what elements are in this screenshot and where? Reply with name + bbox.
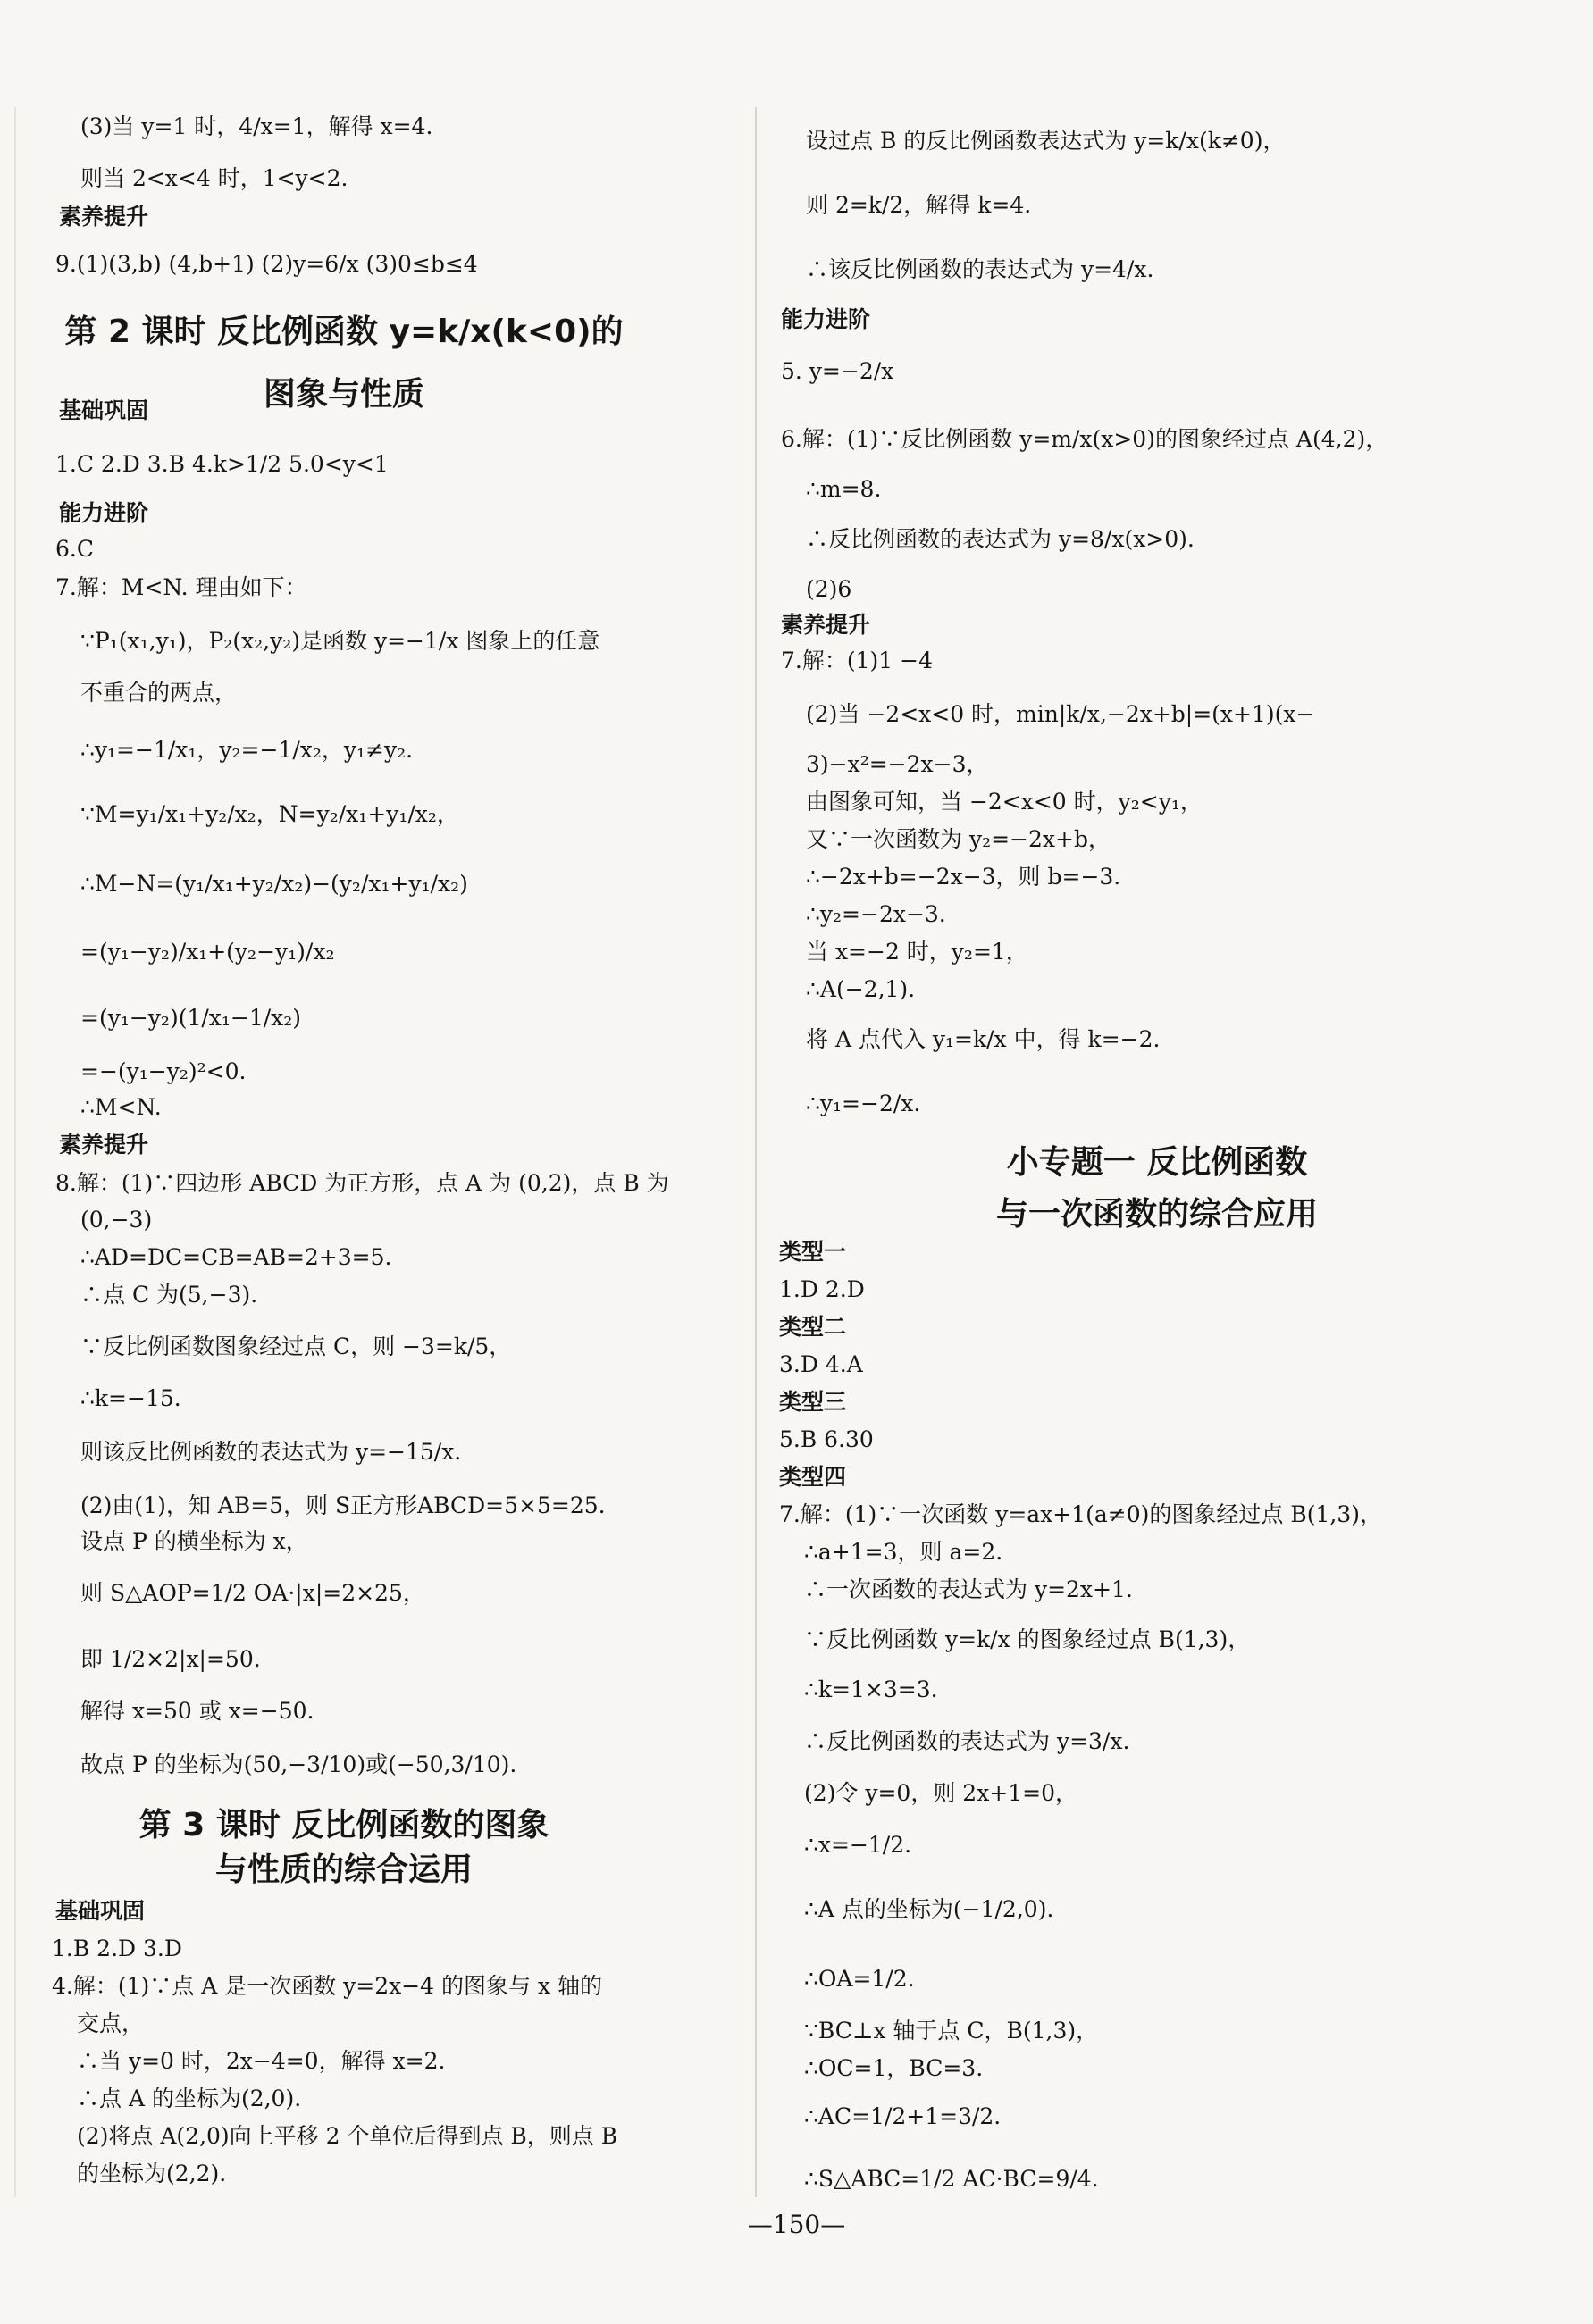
text-line: ∴A 点的坐标为(−1/2,0).	[804, 1896, 1054, 1922]
text-line: 7.解：(1)∵一次函数 y=ax+1(a≠0)的图象经过点 B(1,3)，	[779, 1501, 1382, 1527]
section-heading: 能力进阶	[59, 500, 149, 526]
text-line: 则 S△AOP=1/2 OA·|x|=2×25，	[80, 1580, 425, 1606]
text-line: =(y₁−y₂)/x₁+(y₂−y₁)/x₂	[80, 939, 335, 965]
text-line: ∴M<N.	[80, 1094, 162, 1120]
text-line: ∴OC=1，BC=3.	[804, 2055, 984, 2081]
text-line: ∴S△ABC=1/2 AC·BC=9/4.	[804, 2166, 1099, 2192]
section-heading: 能力进阶	[781, 306, 871, 332]
text-line: 9.(1)(3,b) (4,b+1) (2)y=6/x (3)0≤b≤4	[55, 251, 478, 277]
text-line: ∵反比例函数图象经过点 C，则 −3=k/5，	[80, 1333, 512, 1359]
section-heading: 类型四	[779, 1464, 847, 1490]
section-title: 第 2 课时 反比例函数 y=k/x(k<0)的	[64, 313, 624, 350]
text-line: 即 1/2×2|x|=50.	[80, 1646, 261, 1672]
text-line: ∴y₁=−2/x.	[806, 1091, 921, 1116]
text-line: 交点，	[77, 2011, 145, 2036]
section-title: 与性质的综合运用	[214, 1852, 473, 1888]
text-line: ∴y₂=−2x−3.	[806, 901, 946, 927]
text-line: 由图象可知，当 −2<x<0 时，y₂<y₁，	[806, 789, 1203, 815]
section-heading: 素养提升	[781, 612, 871, 638]
text-line: ∴−2x+b=−2x−3，则 b=−3.	[806, 864, 1121, 890]
section-title: 图象与性质	[263, 376, 424, 413]
text-line: 故点 P 的坐标为(50,−3/10)或(−50,3/10).	[80, 1751, 517, 1777]
text-line: ∴反比例函数的表达式为 y=3/x.	[804, 1728, 1130, 1754]
text-line: 1.B 2.D 3.D	[52, 1935, 182, 1961]
text-line: 1.D 2.D	[779, 1276, 865, 1302]
section-title: 与一次函数的综合应用	[995, 1196, 1318, 1233]
text-line: 的坐标为(2,2).	[77, 2161, 227, 2186]
text-line: 则当 2<x<4 时，1<y<2.	[80, 165, 348, 191]
text-line: (2)令 y=0，则 2x+1=0，	[804, 1780, 1077, 1806]
text-line: ∵M=y₁/x₁+y₂/x₂，N=y₂/x₁+y₁/x₂，	[80, 801, 459, 827]
text-line: ∴AD=DC=CB=AB=2+3=5.	[80, 1244, 392, 1270]
text-line: 6.C	[55, 536, 94, 562]
text-line: 5.B 6.30	[779, 1426, 874, 1452]
text-line: ∴AC=1/2+1=3/2.	[804, 2103, 1002, 2129]
text-line: 则 2=k/2，解得 k=4.	[806, 192, 1032, 218]
text-line: ∴点 A 的坐标为(2,0).	[77, 2086, 302, 2111]
section-heading: 素养提升	[59, 1132, 149, 1158]
text-line: 则该反比例函数的表达式为 y=−15/x.	[80, 1439, 462, 1465]
section-heading: 基础巩固	[55, 1898, 146, 1924]
text-line: 7.解：(1)1 −4	[781, 648, 933, 673]
text-line: 8.解：(1)∵四边形 ABCD 为正方形，点 A 为 (0,2)，点 B 为	[55, 1170, 669, 1196]
text-line: ∴OA=1/2.	[804, 1966, 915, 1992]
text-line: ∴m=8.	[806, 476, 882, 502]
text-line: (2)由(1)，知 AB=5，则 S正方形ABCD=5×5=25.	[80, 1492, 606, 1518]
text-line: ∴y₁=−1/x₁，y₂=−1/x₂，y₁≠y₂.	[80, 737, 414, 763]
text-line: =(y₁−y₂)(1/x₁−1/x₂)	[80, 1005, 302, 1031]
text-line: ∴点 C 为(5,−3).	[80, 1282, 258, 1308]
text-line: 解得 x=50 或 x=−50.	[80, 1698, 314, 1724]
text-line: (3)当 y=1 时，4/x=1，解得 x=4.	[80, 113, 433, 139]
section-heading: 类型二	[779, 1314, 847, 1340]
text-line: 6.解：(1)∵反比例函数 y=m/x(x>0)的图象经过点 A(4,2)，	[781, 426, 1388, 452]
text-line: 将 A 点代入 y₁=k/x 中，得 k=−2.	[806, 1026, 1161, 1052]
text-line: =−(y₁−y₂)²<0.	[80, 1058, 247, 1084]
text-line: 当 x=−2 时，y₂=1，	[806, 939, 1028, 965]
section-heading: 类型一	[779, 1239, 847, 1265]
text-line: 1.C 2.D 3.B 4.k>1/2 5.0<y<1	[55, 451, 389, 477]
text-line: ∴当 y=0 时，2x−4=0，解得 x=2.	[77, 2048, 446, 2074]
text-line: ∴A(−2,1).	[806, 976, 916, 1002]
text-line: (0,−3)	[80, 1207, 153, 1233]
text-line: 4.解：(1)∵点 A 是一次函数 y=2x−4 的图象与 x 轴的	[52, 1973, 603, 1999]
text-line: ∴x=−1/2.	[804, 1832, 912, 1858]
text-line: (2)6	[806, 576, 852, 602]
text-line: ∴a+1=3，则 a=2.	[804, 1539, 1003, 1565]
text-line: (2)当 −2<x<0 时，min|k/x,−2x+b|=(x+1)(x−	[806, 701, 1315, 727]
text-line: 设点 P 的横坐标为 x，	[80, 1528, 308, 1554]
page-number: —150—	[747, 2210, 846, 2239]
text-line: ∴M−N=(y₁/x₁+y₂/x₂)−(y₂/x₁+y₁/x₂)	[80, 871, 468, 897]
text-line: ∴k=1×3=3.	[804, 1676, 938, 1702]
text-line: 不重合的两点，	[80, 680, 238, 706]
text-line: (2)将点 A(2,0)向上平移 2 个单位后得到点 B，则点 B	[77, 2123, 618, 2149]
text-line: 又∵一次函数为 y₂=−2x+b，	[806, 826, 1111, 852]
text-line: ∵P₁(x₁,y₁)，P₂(x₂,y₂)是函数 y=−1/x 图象上的任意	[80, 628, 600, 654]
text-line: 3)−x²=−2x−3，	[806, 751, 989, 777]
section-heading: 类型三	[779, 1389, 847, 1415]
text-line: 7.解：M<N. 理由如下：	[55, 574, 307, 600]
text-line: ∴k=−15.	[80, 1385, 181, 1411]
section-heading: 基础巩固	[59, 397, 149, 423]
text-line: 3.D 4.A	[779, 1351, 863, 1377]
section-title: 小专题一 反比例函数	[1006, 1144, 1308, 1181]
text-line: ∴反比例函数的表达式为 y=8/x(x>0).	[806, 526, 1195, 552]
text-line: ∵反比例函数 y=k/x 的图象经过点 B(1,3)，	[804, 1626, 1251, 1652]
section-heading: 素养提升	[59, 204, 149, 230]
text-line: ∴一次函数的表达式为 y=2x+1.	[804, 1576, 1133, 1602]
text-line: ∴该反比例函数的表达式为 y=4/x.	[806, 256, 1154, 282]
section-title: 第 3 课时 反比例函数的图象	[138, 1807, 549, 1843]
text-line: 5. y=−2/x	[781, 358, 894, 384]
text-line: 设过点 B 的反比例函数表达式为 y=k/x(k≠0)，	[806, 128, 1286, 154]
text-line: ∵BC⊥x 轴于点 C，B(1,3)，	[804, 2018, 1099, 2044]
